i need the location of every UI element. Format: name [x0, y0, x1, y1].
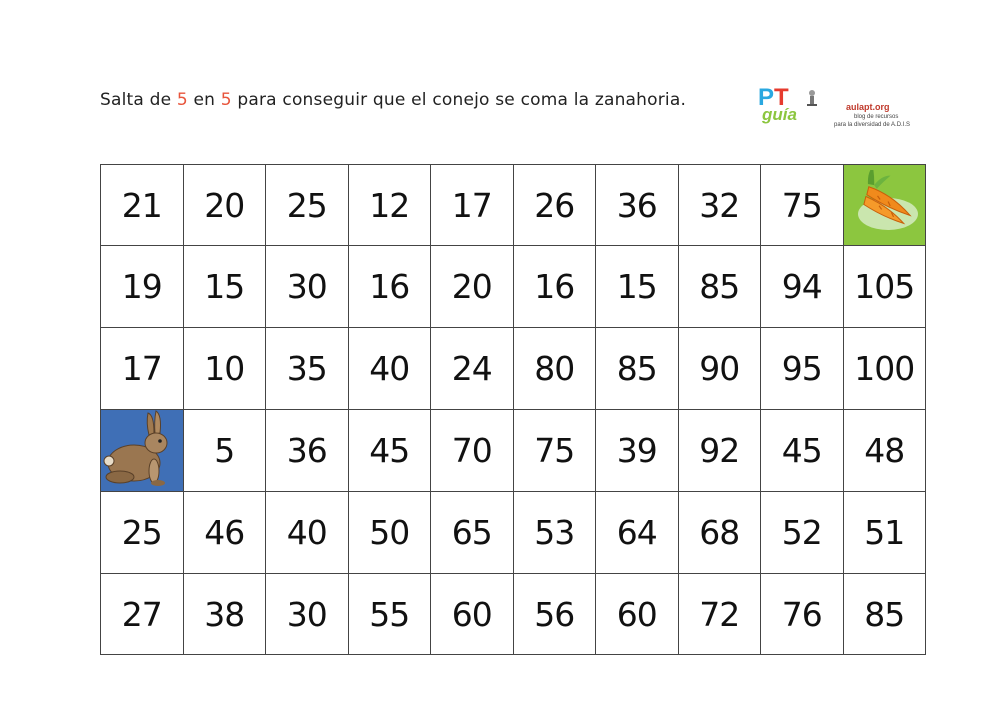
number-cell[interactable]: 25	[101, 492, 184, 574]
number-cell[interactable]: 30	[266, 246, 349, 328]
logo-tagline-2: para la diversidad de A.D.I.S	[834, 122, 911, 128]
number-grid	[100, 164, 926, 655]
number-cell[interactable]: 32	[678, 165, 761, 246]
number-cell[interactable]: 12	[348, 165, 431, 246]
grid-row	[101, 410, 926, 492]
number-cell[interactable]: 85	[843, 574, 926, 655]
instruction-number-1: 5	[176, 90, 188, 110]
number-cell[interactable]: 40	[348, 328, 431, 410]
number-cell[interactable]: 30	[266, 574, 349, 655]
start-cell[interactable]	[101, 410, 184, 492]
number-cell[interactable]: 16	[513, 246, 596, 328]
number-cell[interactable]: 70	[431, 410, 514, 492]
instruction-text	[100, 90, 686, 110]
number-cell[interactable]: 53	[513, 492, 596, 574]
logo-guia: guía	[762, 105, 797, 124]
number-cell[interactable]: 20	[183, 165, 266, 246]
number-cell[interactable]: 25	[266, 165, 349, 246]
goal-cell[interactable]	[843, 165, 926, 246]
number-cell[interactable]: 100	[843, 328, 926, 410]
number-cell[interactable]: 65	[431, 492, 514, 574]
number-cell[interactable]: 15	[183, 246, 266, 328]
number-cell[interactable]: 51	[843, 492, 926, 574]
number-cell[interactable]: 60	[431, 574, 514, 655]
number-cell[interactable]: 55	[348, 574, 431, 655]
number-cell[interactable]: 40	[266, 492, 349, 574]
number-cell[interactable]: 17	[101, 328, 184, 410]
number-cell[interactable]: 27	[101, 574, 184, 655]
number-cell[interactable]: 92	[678, 410, 761, 492]
number-cell[interactable]: 15	[596, 246, 679, 328]
grid-row	[101, 328, 926, 410]
logo-pt: PT	[758, 84, 789, 111]
number-cell[interactable]: 36	[266, 410, 349, 492]
number-cell[interactable]: 24	[431, 328, 514, 410]
grid-row	[101, 492, 926, 574]
number-cell[interactable]: 48	[843, 410, 926, 492]
number-cell[interactable]: 5	[183, 410, 266, 492]
number-cell[interactable]: 64	[596, 492, 679, 574]
instruction-part-1: Salta de	[100, 90, 177, 110]
number-cell[interactable]: 90	[678, 328, 761, 410]
instruction-number-2: 5	[220, 90, 232, 110]
number-cell[interactable]: 38	[183, 574, 266, 655]
number-cell[interactable]: 72	[678, 574, 761, 655]
number-cell[interactable]: 50	[348, 492, 431, 574]
number-cell[interactable]: 94	[761, 246, 844, 328]
logo-mascot-icon	[804, 88, 820, 110]
number-cell[interactable]: 68	[678, 492, 761, 574]
number-cell[interactable]: 85	[678, 246, 761, 328]
number-cell[interactable]: 45	[761, 410, 844, 492]
number-cell[interactable]: 56	[513, 574, 596, 655]
instruction-part-3: para conseguir que el conejo se coma la zanahoria.	[231, 90, 687, 110]
number-cell[interactable]: 36	[596, 165, 679, 246]
number-cell[interactable]: 45	[348, 410, 431, 492]
grid-row	[101, 574, 926, 655]
instruction-part-2: en	[187, 90, 221, 110]
number-cell[interactable]: 95	[761, 328, 844, 410]
number-cell[interactable]: 10	[183, 328, 266, 410]
number-cell[interactable]: 85	[596, 328, 679, 410]
number-cell[interactable]: 19	[101, 246, 184, 328]
aulapt-logo	[758, 84, 918, 134]
rabbit-icon	[102, 411, 182, 491]
carrot-icon	[846, 170, 922, 240]
number-cell[interactable]: 80	[513, 328, 596, 410]
logo-site: aulapt.org	[846, 102, 890, 112]
number-cell[interactable]: 26	[513, 165, 596, 246]
grid-row	[101, 246, 926, 328]
number-cell[interactable]: 46	[183, 492, 266, 574]
number-cell[interactable]: 75	[513, 410, 596, 492]
number-cell[interactable]: 39	[596, 410, 679, 492]
number-cell[interactable]: 60	[596, 574, 679, 655]
number-cell[interactable]: 76	[761, 574, 844, 655]
number-cell[interactable]: 35	[266, 328, 349, 410]
number-cell[interactable]: 21	[101, 165, 184, 246]
number-cell[interactable]: 75	[761, 165, 844, 246]
number-cell[interactable]: 17	[431, 165, 514, 246]
number-cell[interactable]: 16	[348, 246, 431, 328]
grid-row	[101, 165, 926, 246]
number-cell[interactable]: 20	[431, 246, 514, 328]
number-cell[interactable]: 52	[761, 492, 844, 574]
logo-tagline-1: blog de recursos	[854, 114, 899, 120]
number-cell[interactable]: 105	[843, 246, 926, 328]
